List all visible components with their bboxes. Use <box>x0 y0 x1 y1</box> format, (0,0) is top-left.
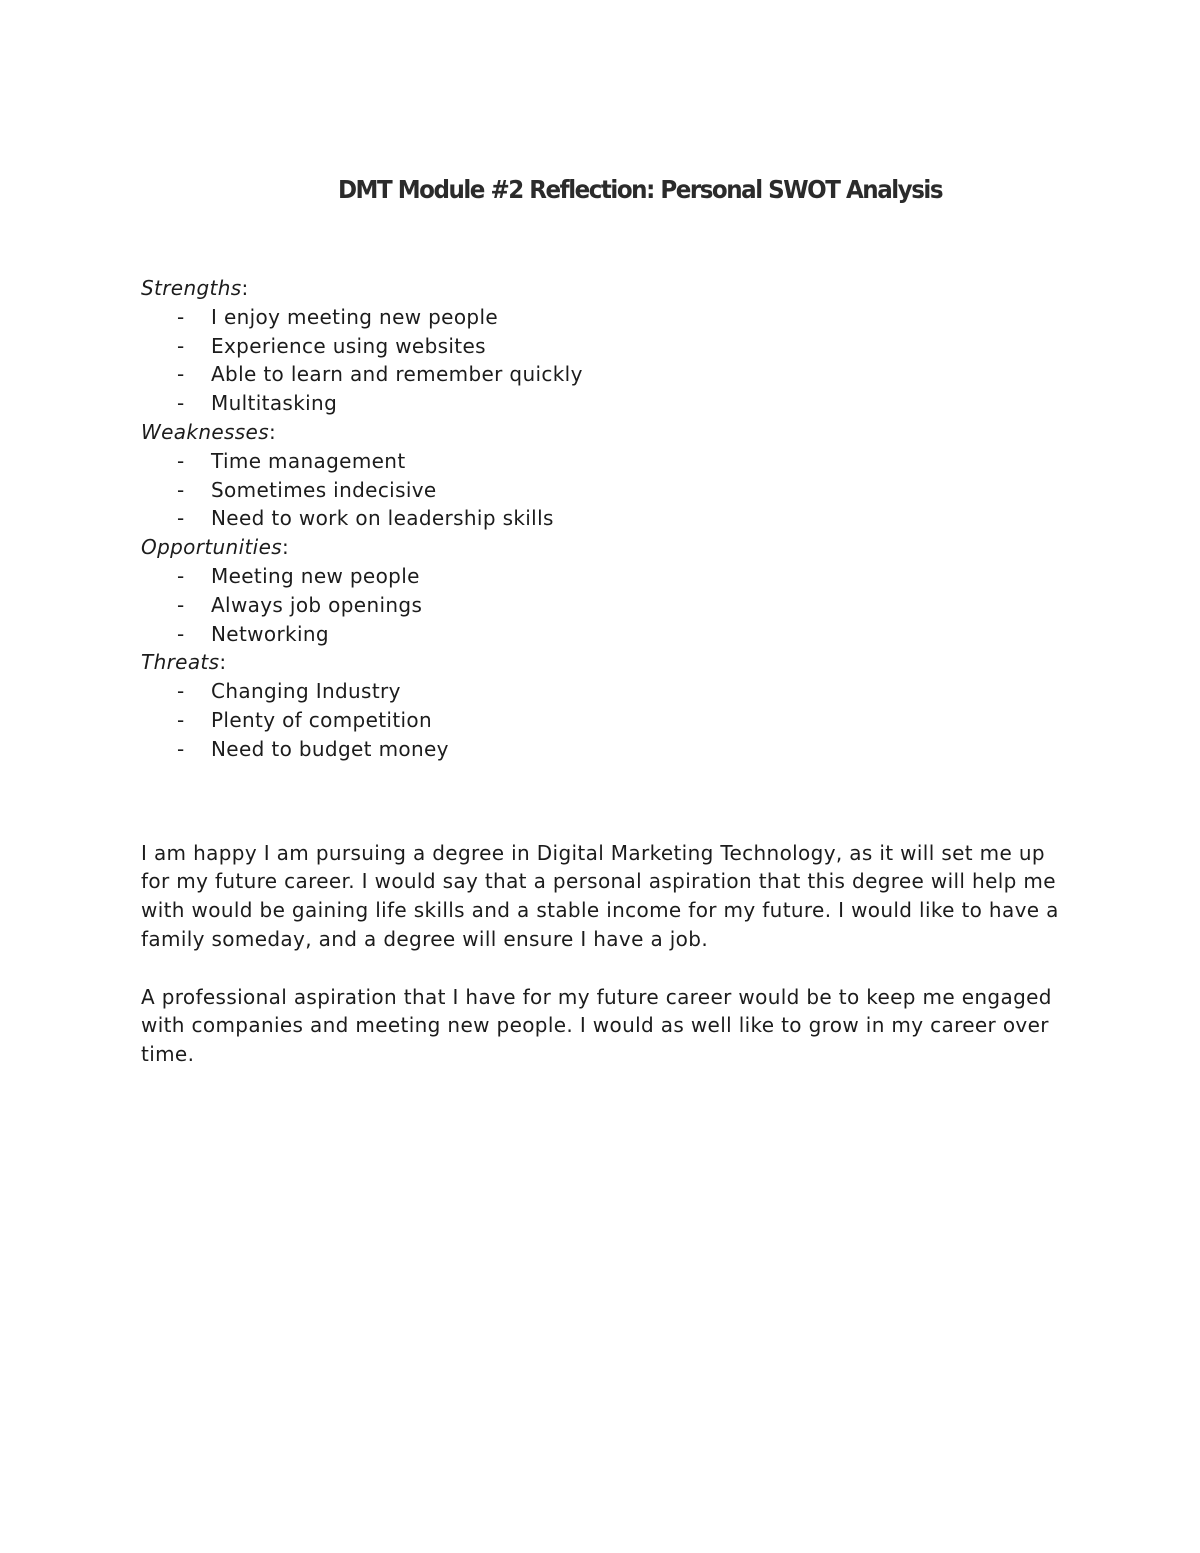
reflection-paragraph-personal: I am happy I am pursuing a degree in Digital Marketing Technology, as it will set me up for my future career. I would say that a personal aspiration that this degree will help me with would be gaining life skills and a stable income for my future. I would like to have a family someday, and a degree will ensure I have a job. <box>141 840 1059 951</box>
heading-label: Weaknesses <box>141 419 269 444</box>
list-item <box>141 620 1071 649</box>
section-opportunities <box>141 533 1071 648</box>
bullet-dash: - <box>177 506 185 531</box>
list-item-text: Meeting new people <box>211 563 420 588</box>
bullet-dash: - <box>177 391 185 416</box>
reflection-paragraph-professional: A professional aspiration that I have for my future career would be to keep me engaged with companies and meeting new people. I would as well like to grow in my career over time. <box>141 984 1052 1067</box>
list-item-text: Able to learn and remember quickly <box>211 362 583 387</box>
section-heading <box>141 533 1071 562</box>
section-weaknesses <box>141 418 1071 533</box>
list-item-text: Need to budget money <box>211 736 449 761</box>
list-item-text: Sometimes indecisive <box>211 477 437 502</box>
list-item <box>141 303 1071 332</box>
list-item-text: Time management <box>211 448 406 473</box>
list-item <box>141 332 1071 361</box>
list-item <box>141 447 1071 476</box>
bullet-dash: - <box>177 707 185 732</box>
list-item <box>141 504 1071 533</box>
heading-label: Threats <box>141 650 220 675</box>
section-strengths <box>141 274 1071 418</box>
bullet-dash: - <box>177 563 185 588</box>
bullet-dash: - <box>177 736 185 761</box>
document-body <box>141 274 1071 1069</box>
list-item <box>141 476 1071 505</box>
heading-colon: : <box>219 650 227 675</box>
section-spacer <box>141 764 1071 839</box>
section-heading <box>141 418 1071 447</box>
list-item-text: Experience using websites <box>211 333 486 358</box>
opportunities-list <box>141 562 1071 648</box>
list-item <box>141 562 1071 591</box>
list-item-text: Changing Industry <box>211 679 401 704</box>
heading-colon: : <box>282 535 290 560</box>
list-item-text: I enjoy meeting new people <box>211 304 499 329</box>
heading-colon: : <box>241 276 249 300</box>
heading-label: Opportunities <box>141 535 283 560</box>
section-heading <box>141 648 1071 677</box>
section-threats <box>141 648 1071 763</box>
list-item <box>141 389 1071 418</box>
heading-colon: : <box>268 419 277 444</box>
list-item <box>141 360 1071 389</box>
list-item-text: Networking <box>211 621 329 646</box>
list-item <box>141 591 1071 620</box>
document-title: DMT Module #2 Reflection: Personal SWOT Analysis <box>337 175 943 204</box>
bullet-dash: - <box>177 679 185 704</box>
threats-list <box>141 677 1071 763</box>
list-item-text: Always job openings <box>211 592 423 617</box>
list-item <box>141 735 1071 764</box>
list-item <box>141 706 1071 735</box>
weaknesses-list <box>141 447 1071 533</box>
bullet-dash: - <box>177 592 185 617</box>
bullet-dash: - <box>177 304 185 329</box>
list-item-text: Multitasking <box>211 391 338 416</box>
section-heading <box>141 274 1071 303</box>
bullet-dash: - <box>177 621 185 646</box>
list-item-text: Need to work on leadership skills <box>211 506 554 531</box>
bullet-dash: - <box>177 477 185 502</box>
list-item-text: Plenty of competition <box>211 707 433 732</box>
bullet-dash: - <box>177 362 185 387</box>
bullet-dash: - <box>177 333 185 358</box>
list-item <box>141 677 1071 706</box>
strengths-list <box>141 303 1071 418</box>
heading-label: Strengths <box>141 276 242 300</box>
bullet-dash: - <box>177 448 185 473</box>
